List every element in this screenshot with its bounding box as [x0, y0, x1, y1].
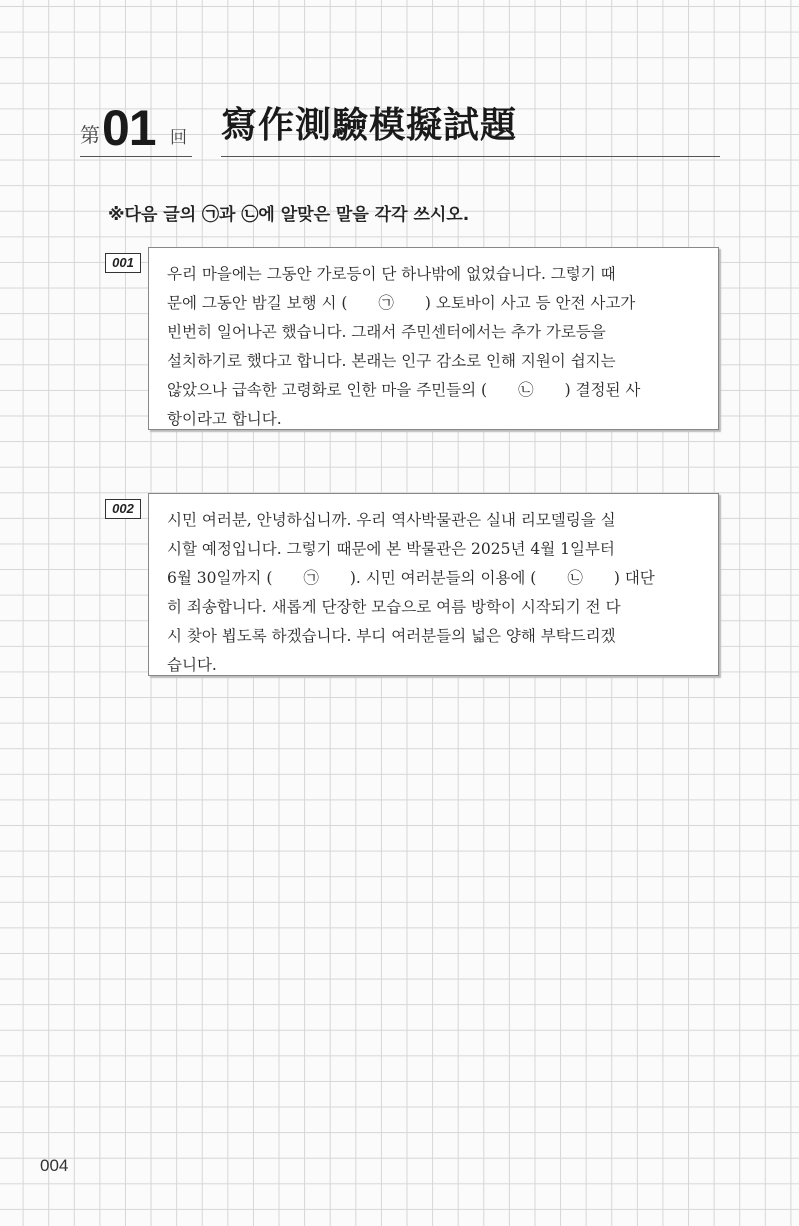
question-line: 빈번히 일어나곤 했습니다. 그래서 주민센터에서는 추가 가로등을 — [167, 323, 606, 341]
question-line: 시할 예정입니다. 그렇기 때문에 본 박물관은 2025년 4월 1일부터 — [167, 540, 615, 558]
question-line: 항이라고 합니다. — [167, 410, 282, 428]
question-box-001 — [148, 247, 719, 430]
question-box-002 — [148, 493, 719, 676]
page-number: 004 — [40, 1156, 69, 1175]
question-line: 문에 그동안 밤길 보행 시 ( ㉠ ) 오토바이 사고 등 안전 사고가 — [167, 294, 636, 312]
episode-prefix: 第 — [80, 123, 100, 147]
episode-number: 01 — [102, 100, 156, 156]
page-title-bar — [221, 100, 720, 157]
question-line: 히 죄송합니다. 새롭게 단장한 모습으로 여름 방학이 시작되기 전 다 — [167, 598, 621, 616]
episode-header — [80, 100, 192, 157]
question-line: 설치하기로 했다고 합니다. 본래는 인구 감소로 인해 지원이 쉽지는 — [167, 352, 616, 370]
episode-suffix: 回 — [170, 128, 187, 148]
page-title: 寫作測驗模擬試題 — [221, 105, 518, 146]
question-line: 습니다. — [167, 656, 217, 674]
question-line: 시민 여러분, 안녕하십니까. 우리 역사박물관은 실내 리모델링을 실 — [167, 511, 616, 529]
question-line: 6월 30일까지 ( ㉠ ). 시민 여러분들의 이용에 ( ㉡ ) 대단 — [167, 569, 655, 587]
question-number-002: 002 — [105, 499, 141, 519]
instruction-text: ※다음 글의 ㉠과 ㉡에 알맞은 말을 각각 쓰시오. — [108, 205, 470, 225]
question-number-001: 001 — [105, 253, 141, 273]
question-line: 우리 마을에는 그동안 가로등이 단 하나밖에 없었습니다. 그렇기 때 — [167, 265, 616, 283]
question-line: 않았으나 급속한 고령화로 인한 마을 주민들의 ( ㉡ ) 결정된 사 — [167, 381, 641, 399]
question-line: 시 찾아 뵙도록 하겠습니다. 부디 여러분들의 넓은 양해 부탁드리겠 — [167, 627, 616, 645]
